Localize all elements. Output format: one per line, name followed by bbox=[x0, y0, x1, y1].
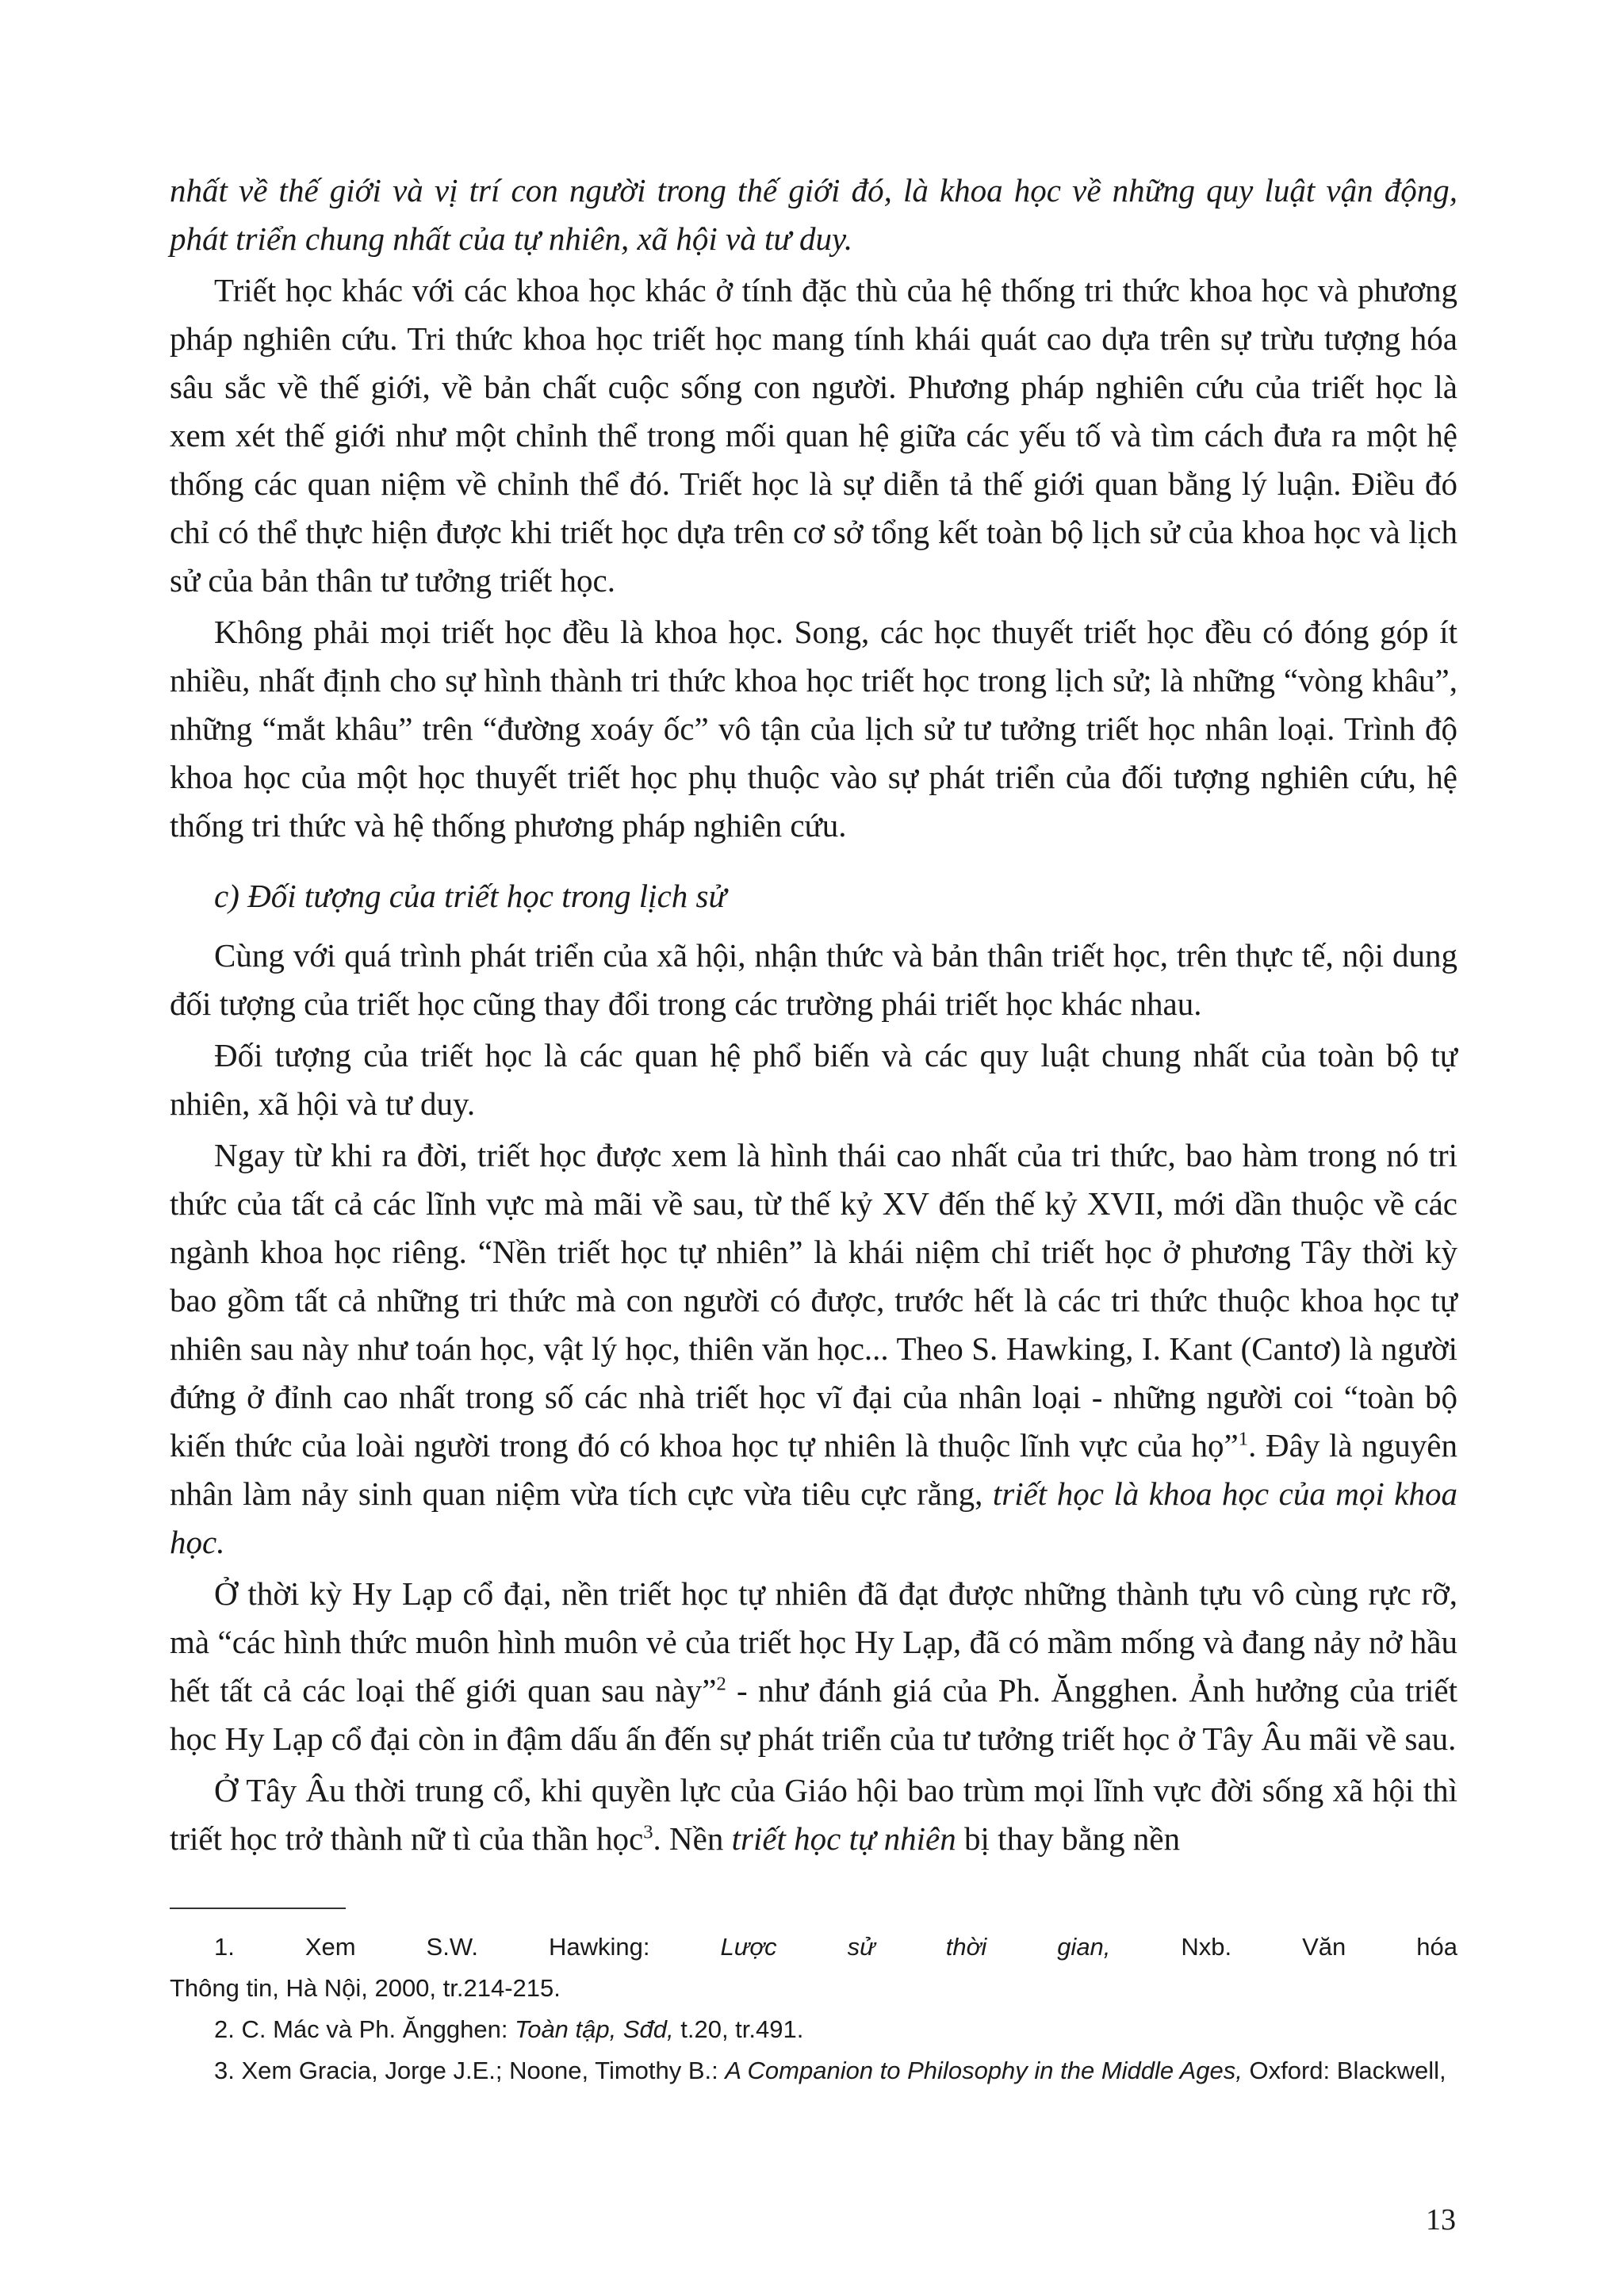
footnotes bbox=[170, 1927, 1457, 2091]
footnote-ref: 3 bbox=[643, 1821, 653, 1843]
body-text bbox=[170, 166, 1457, 1866]
footnote-divider bbox=[170, 1908, 346, 1909]
italic-run: triết học là khoa học của mọi khoa học. bbox=[170, 1475, 1457, 1560]
text-run: Ở Tây Âu thời trung cổ, khi quyền lực của Giáo hội bao trùm mọi lĩnh vực đời sống xã hội thì triết học trở thành nữ tì của thần học bbox=[170, 1772, 1457, 1857]
footnote-text: Oxford: Blackwell, bbox=[1242, 2057, 1446, 2084]
italic-run: triết học tự nhiên bbox=[731, 1820, 956, 1857]
footnote-ref: 1 bbox=[1238, 1428, 1249, 1450]
text-run: bị thay bằng nền bbox=[956, 1820, 1181, 1857]
text-run: - như đánh giá của Ph. Ăngghen. Ảnh hưởng của triết học Hy Lạp cổ đại còn in đậm dấu ấn đến sự phát triển của tư tưởng triết học ở Tây Âu mãi về sau. bbox=[170, 1672, 1457, 1757]
paragraph: Triết học khác với các khoa học khác ở tính đặc thù của hệ thống tri thức khoa học và phương pháp nghiên cứu. Tri thức khoa học triết học mang tính khái quát cao dựa trên sự trừu tượng hóa sâu sắc về thế giới, về bản chất cuộc sống con người. Phương pháp nghiên cứu của triết học là xem xét thế giới như một chỉnh thể trong mối quan hệ giữa các yếu tố và tìm cách đưa ra một hệ thống các quan niệm về chỉnh thể đó. Triết học là sự diễn tả thế giới quan bằng lý luận. Điều đó chỉ có thể thực hiện được khi triết học dựa trên cơ sở tổng kết toàn bộ lịch sử của khoa học và lịch sử của bản thân tư tưởng triết học. bbox=[170, 272, 1457, 599]
paragraph bbox=[170, 1570, 1457, 1763]
footnote-ref: 2 bbox=[716, 1673, 726, 1695]
footnote-text: 3. Xem Gracia, Jorge J.E.; Noone, Timothy B.: bbox=[214, 2057, 726, 2084]
section-heading: c) Đối tượng của triết học trong lịch sử bbox=[214, 878, 726, 914]
text-run: Ngay từ khi ra đời, triết học được xem là hình thái cao nhất của tri thức, bao hàm trong nó tri thức của tất cả các lĩnh vực mà mãi về sau, từ thế kỷ XV đến thế kỷ XVII, mới dần thuộc về các ngành khoa học riêng. “Nền triết học tự nhiên” là khái niệm chỉ triết học ở phương Tây thời kỳ bao gồm tất cả những tri thức mà con người có được, trước hết là các tri thức thuộc khoa học tự nhiên sau này như toán học, vật lý học, thiên văn học... Theo S. Hawking, I. Kant (Cantơ) là người đứng ở đỉnh cao nhất trong số các nhà triết học vĩ đại của nhân loại - những người coi “toàn bộ kiến thức của loài người trong đó có khoa học tự nhiên là thuộc lĩnh vực của họ” bbox=[170, 1137, 1457, 1464]
page-number: 13 bbox=[1426, 2203, 1456, 2237]
paragraph: Đối tượng của triết học là các quan hệ phổ biến và các quy luật chung nhất của toàn bộ tự nhiên, xã hội và tư duy. bbox=[170, 1037, 1457, 1122]
paragraph: Cùng với quá trình phát triển của xã hội, nhận thức và bản thân triết học, trên thực tế, nội dung đối tượng của triết học cũng thay đổi trong các trường phái triết học khác nhau. bbox=[170, 937, 1457, 1022]
footnote-text: 1. Xem S.W. Hawking: bbox=[214, 1933, 721, 1961]
text-run: . Nền bbox=[653, 1820, 732, 1857]
footnote-text: t.20, tr.491. bbox=[673, 2015, 804, 2043]
footnote-italic: Toàn tập, Sđd, bbox=[515, 2015, 674, 2043]
text-run: . Đây là nguyên nhân làm nảy sinh quan niệm vừa tích cực vừa tiêu cực rằng, bbox=[170, 1427, 1458, 1512]
paragraph bbox=[170, 1766, 1457, 1863]
footnote-2 bbox=[170, 2009, 1457, 2050]
footnote-1 bbox=[170, 1927, 1457, 1968]
paragraph bbox=[170, 1131, 1457, 1567]
paragraph: Không phải mọi triết học đều là khoa học. Song, các học thuyết triết học đều có đóng góp ít nhiều, nhất định cho sự hình thành tri thức khoa học triết học trong lịch sử; là những “vòng khâu”, những “mắt khâu” trên “đường xoáy ốc” vô tận của lịch sử tư tưởng triết học nhân loại. Trình độ khoa học của một học thuyết triết học phụ thuộc vào sự phát triển của đối tượng nghiên cứu, hệ thống tri thức và hệ thống phương pháp nghiên cứu. bbox=[170, 614, 1457, 844]
footnote-text: Nxb. Văn hóa bbox=[1110, 1933, 1457, 1961]
footnote-3 bbox=[170, 2050, 1457, 2091]
footnote-italic: Lược sử thời gian, bbox=[720, 1933, 1111, 1961]
text-run: Ở thời kỳ Hy Lạp cổ đại, nền triết học tự nhiên đã đạt được những thành tựu vô cùng rực rỡ, mà “các hình thức muôn hình muôn vẻ của triết học Hy Lạp, đã có mầm mống và đang nảy nở hầu hết tất cả các loại thế giới quan sau này” bbox=[170, 1575, 1457, 1709]
paragraph-continued bbox=[170, 166, 1457, 263]
footnote-text: 2. C. Mác và Ph. Ăngghen: bbox=[214, 2015, 515, 2043]
footnote-1-continued: Thông tin, Hà Nội, 2000, tr.214-215. bbox=[170, 1974, 561, 2002]
italic-continuation: nhất về thế giới và vị trí con người trong thế giới đó, là khoa học về những quy luật vận động, phát triển chung nhất của tự nhiên, xã hội và tư duy. bbox=[170, 172, 1457, 257]
footnote-italic: A Companion to Philosophy in the Middle Ages, bbox=[725, 2057, 1243, 2084]
